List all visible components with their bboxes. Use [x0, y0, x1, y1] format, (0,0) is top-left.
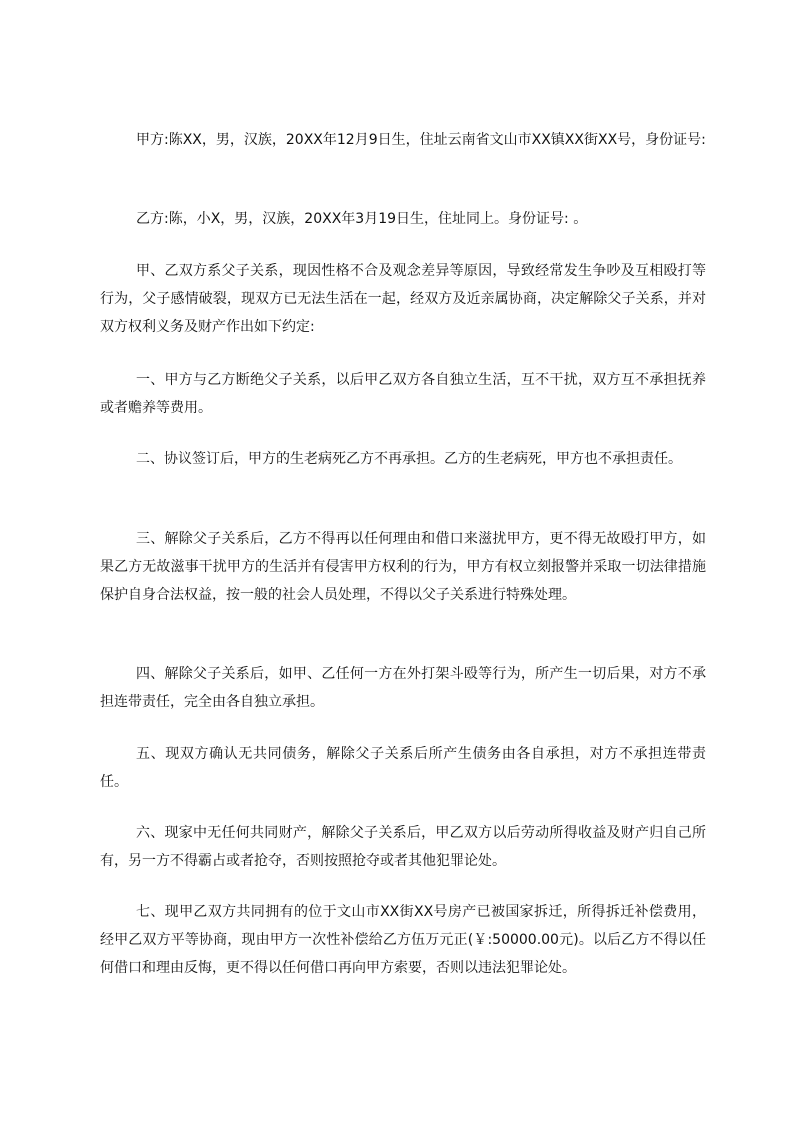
paragraph-clause-1: 一、甲方与乙方断绝父子关系，以后甲乙双方各自独立生活，互不干扰，双方互不承担抚养或者赡养等费用。	[100, 372, 706, 416]
paragraph-clause-7: 七、现甲乙双方共同拥有的位于文山市XX街XX号房产已被国家拆迁，所得拆迁补偿费用，经甲乙双方平等协商，现由甲方一次性补偿给乙方伍万元正(￥:50000.00元)。以后乙方不得以任何借口和理由反悔，更不得以任何借口再向甲方索要，否则以违法犯罪论处。	[100, 904, 706, 976]
paragraph-party-a: 甲方:陈XX，男，汉族，20XX年12月9日生，住址云南省文山市XX镇XX街XX号，身份证号:	[136, 132, 706, 148]
paragraph-clause-4: 四、解除父子关系后，如甲、乙任何一方在外打架斗殴等行为，所产生一切后果，对方不承担连带责任，完全由各自独立承担。	[100, 666, 706, 710]
paragraph-clause-3: 三、解除父子关系后，乙方不得再以任何理由和借口来滋扰甲方，更不得无故殴打甲方，如果乙方无故滋事干扰甲方的生活并有侵害甲方权利的行为，甲方有权立刻报警并采取一切法律措施保护自身合法权益，按一般的社会人员处理，不得以父子关系进行特殊处理。	[100, 531, 706, 603]
paragraph-party-b: 乙方:陈，小X，男，汉族，20XX年3月19日生，住址同上。身份证号: 。	[136, 211, 588, 227]
paragraph-clause-5: 五、现双方确认无共同债务，解除父子关系后所产生债务由各自承担，对方不承担连带责任。	[100, 746, 706, 790]
paragraph-clause-6: 六、现家中无任何共同财产，解除父子关系后，甲乙双方以后劳动所得收益及财产归自己所有，另一方不得霸占或者抢夺，否则按照抢夺或者其他犯罪论处。	[100, 825, 706, 869]
paragraph-clause-2: 二、协议签订后，甲方的生老病死乙方不再承担。乙方的生老病死，甲方也不承担责任。	[136, 451, 682, 467]
paragraph-preamble: 甲、乙双方系父子关系，现因性格不合及观念差异等原因，导致经常发生争吵及互相殴打等行为，父子感情破裂，现双方已无法生活在一起，经双方及近亲属协商，决定解除父子关系，并对双方权利义务及财产作出如下约定:	[100, 263, 706, 335]
